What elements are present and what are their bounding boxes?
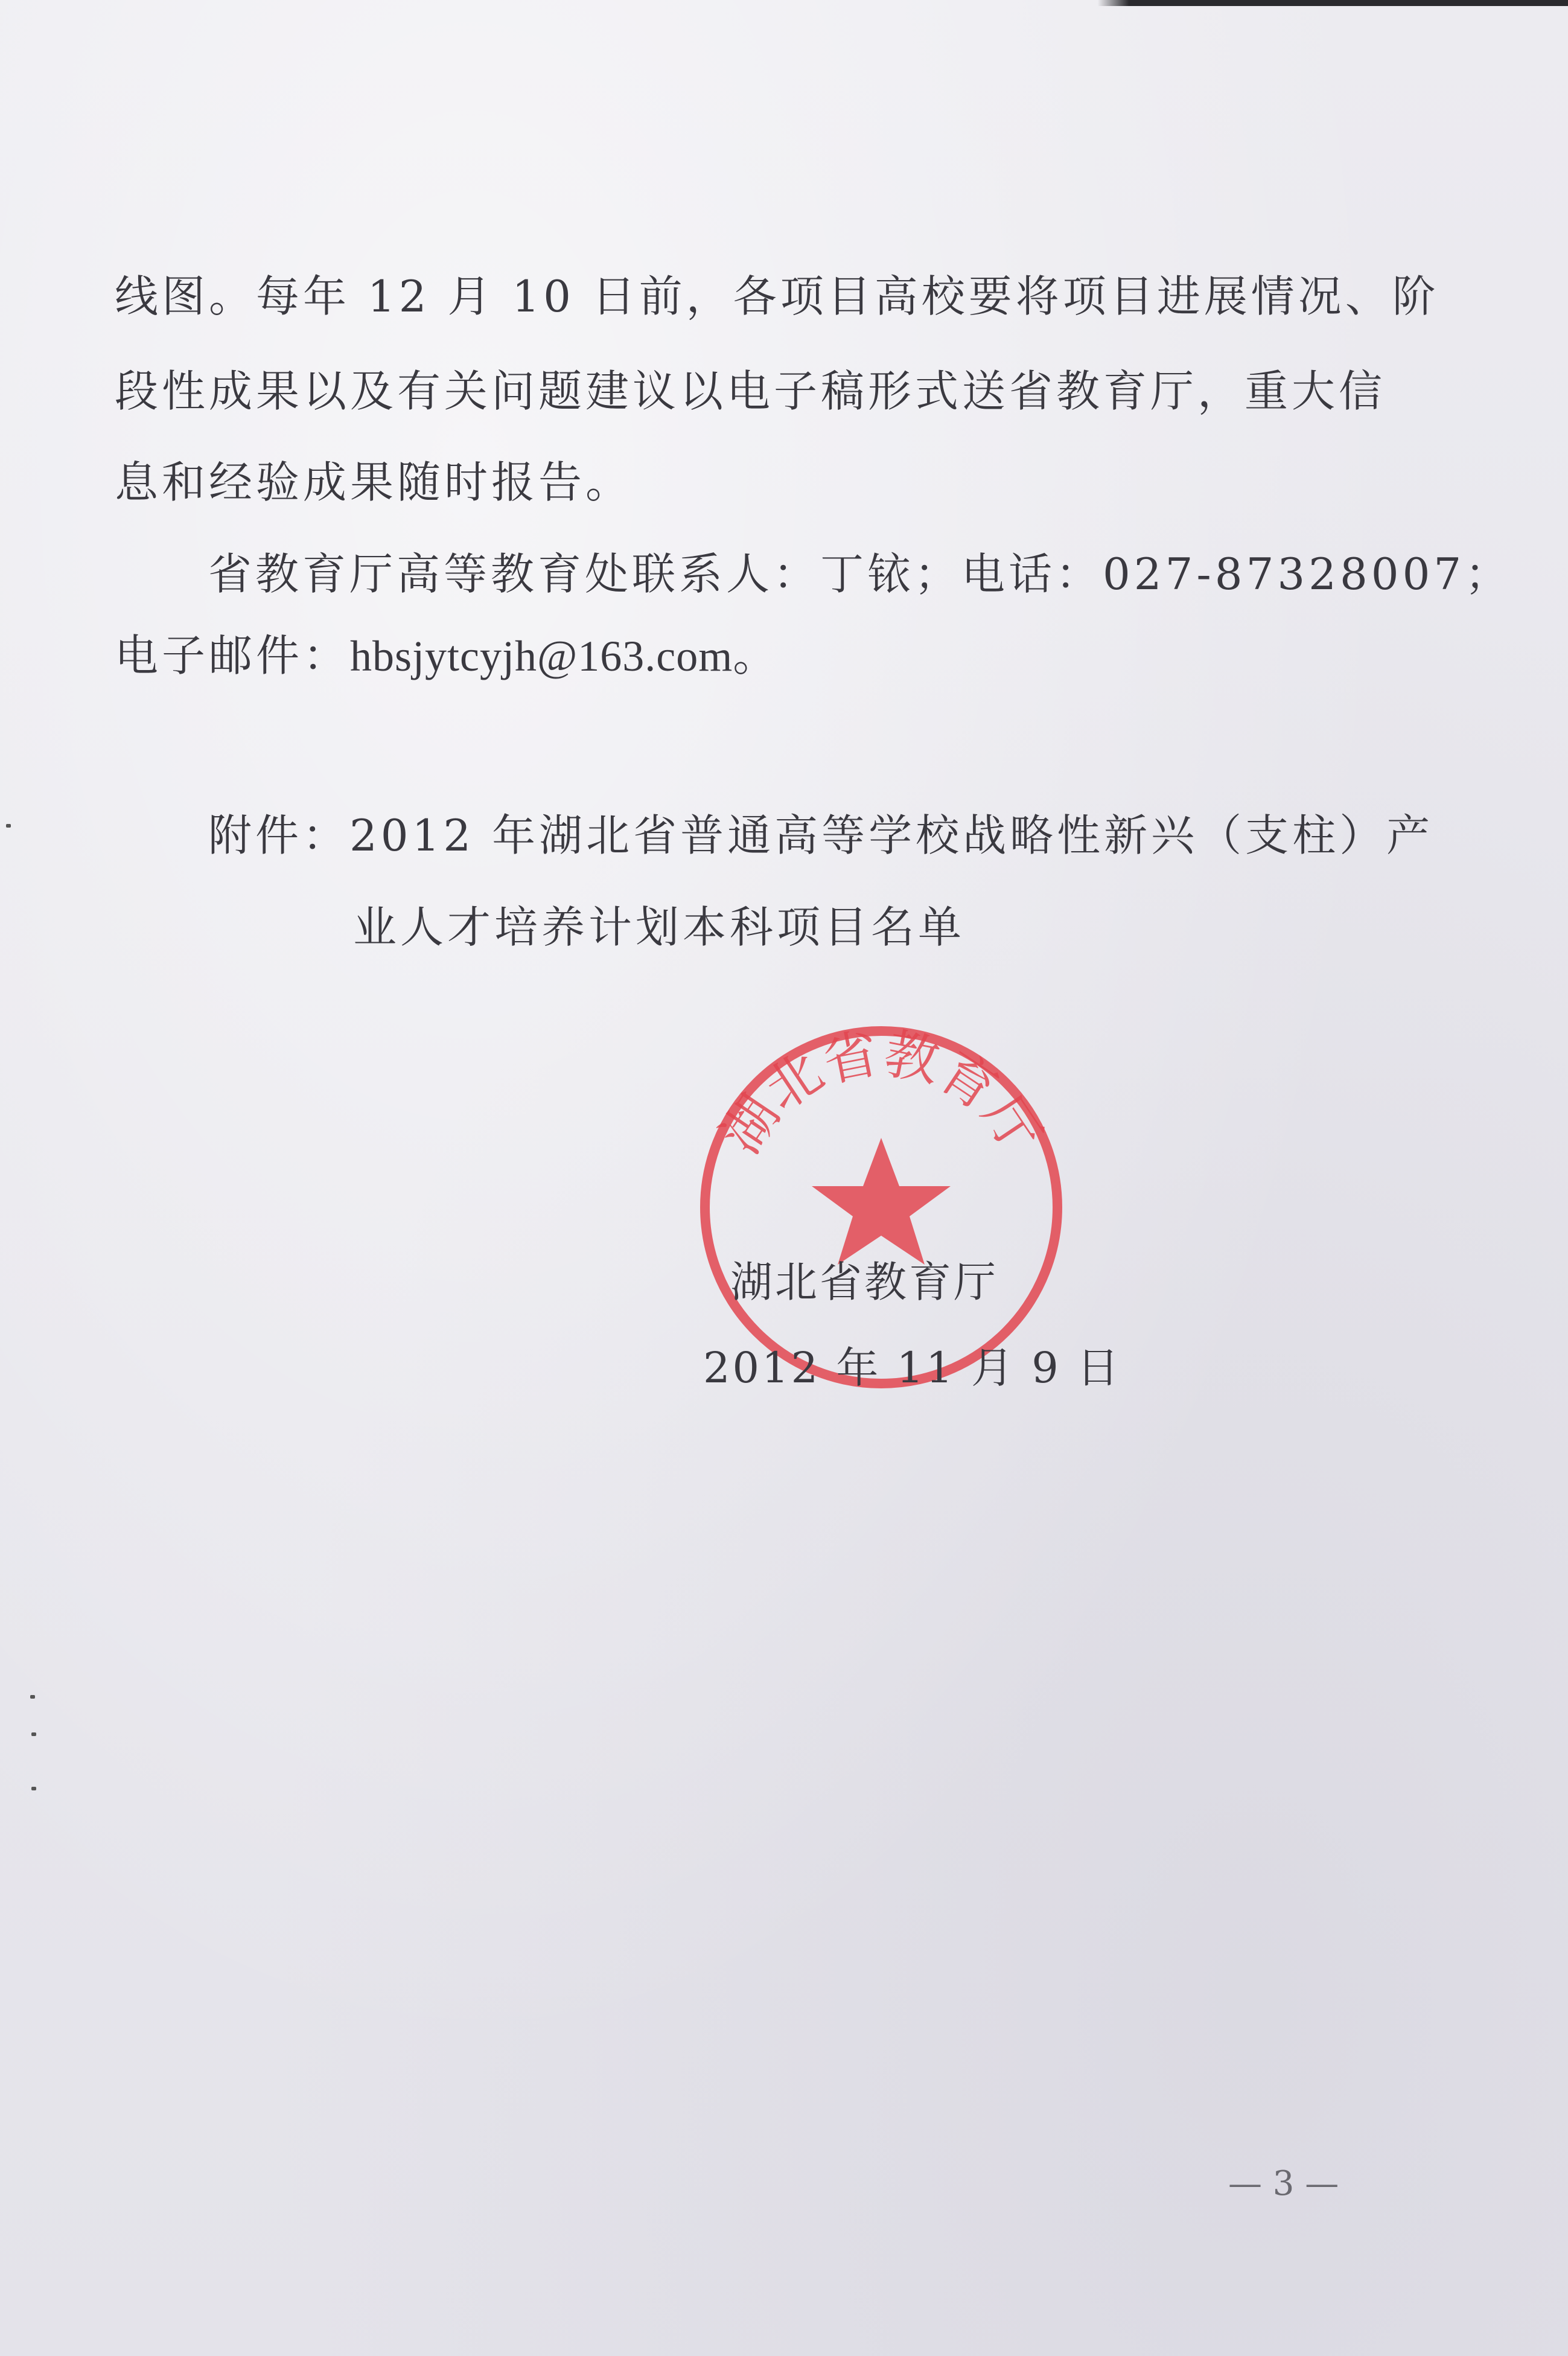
scan-speck bbox=[6, 824, 11, 828]
paragraph-line: 段性成果以及有关问题建议以电子稿形式送省教育厅，重大信 bbox=[115, 366, 1386, 417]
attachment-line: 附件：2012 年湖北省普通高等学校战略性新兴（支柱）产 bbox=[208, 810, 1434, 861]
seal-text: 湖北省教育厅 bbox=[709, 1021, 1053, 1165]
email-label: 电子邮件： bbox=[115, 630, 351, 681]
email-address: hbsjytcyjh@163.com bbox=[350, 632, 733, 680]
issue-date: 2012 年 11 月 9 日 bbox=[703, 1343, 1122, 1393]
email-line-end: 。 bbox=[733, 630, 780, 681]
attachment-line: 业人才培养计划本科项目名单 bbox=[353, 902, 966, 953]
scan-speck bbox=[30, 1695, 35, 1699]
email-line bbox=[115, 630, 780, 681]
scan-speck bbox=[31, 1732, 36, 1736]
contact-line: 省教育厅高等教育处联系人：丁铱；电话：027-87328007； bbox=[208, 549, 1512, 599]
paragraph-line: 息和经验成果随时报告。 bbox=[115, 457, 633, 508]
seal-star-icon bbox=[812, 1138, 951, 1265]
scan-edge-shadow bbox=[0, 0, 1568, 6]
scan-speck bbox=[31, 1787, 36, 1790]
page-number: — 3 — bbox=[1228, 2164, 1339, 2203]
paragraph-line: 线图。每年 12 月 10 日前，各项目高校要将项目进展情况、阶 bbox=[115, 271, 1439, 322]
issuer-name: 湖北省教育厅 bbox=[730, 1257, 998, 1307]
